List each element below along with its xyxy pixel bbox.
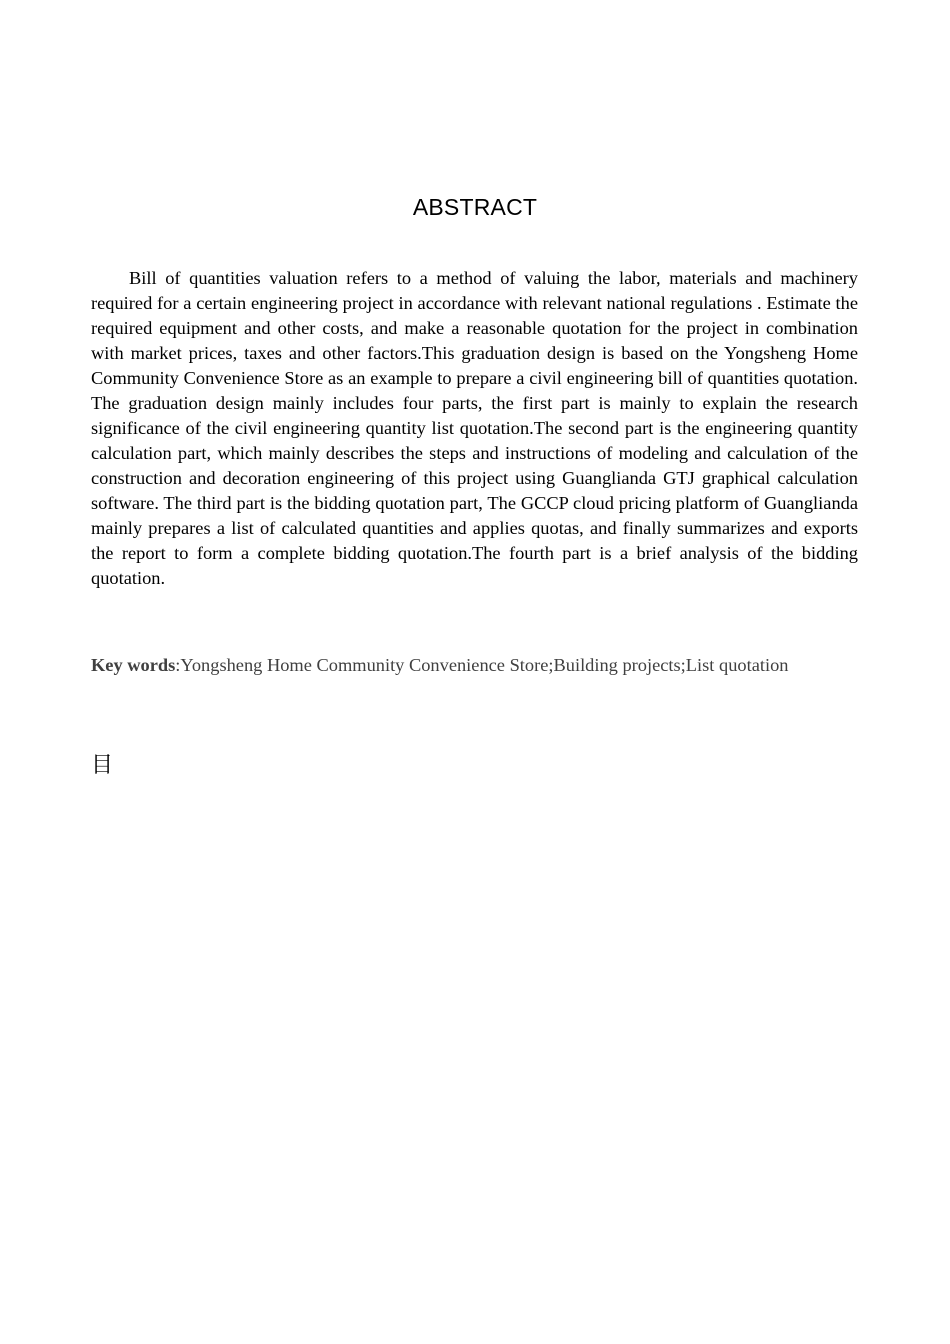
keywords-text: Yongsheng Home Community Convenience Store;Building projects;List quotation: [180, 655, 789, 675]
table-of-contents-heading: 目: [91, 753, 114, 778]
keywords-separator: :: [175, 655, 181, 675]
keywords-line: [91, 653, 891, 678]
abstract-body: Bill of quantities valuation refers to a method of valuing the labor, materials and machinery required for a certain engineering project in accordance with relevant national regulations . Estimate the required equipment and other costs, and make a reasonable quotation for the project in combination with market prices, taxes and other factors.This graduation design is based on the Yongsheng Home Community Convenience Store as an example to prepare a civil engineering bill of quantities quotation. The graduation design mainly includes four parts, the first part is mainly to explain the research significance of the civil engineering quantity list quotation.The second part is the engineering quantity calculation part, which mainly describes the steps and instructions of modeling and calculation of the construction and decoration engineering of this project using Guanglianda GTJ graphical calculation software. The third part is the bidding quotation part, The GCCP cloud pricing platform of Guanglianda mainly prepares a list of calculated quantities and applies quotas, and finally summarizes and exports the report to form a complete bidding quotation.The fourth part is a brief analysis of the bidding quotation.: [91, 268, 858, 588]
keywords-label: Key words: [91, 655, 176, 675]
abstract-title: ABSTRACT: [412, 194, 538, 220]
